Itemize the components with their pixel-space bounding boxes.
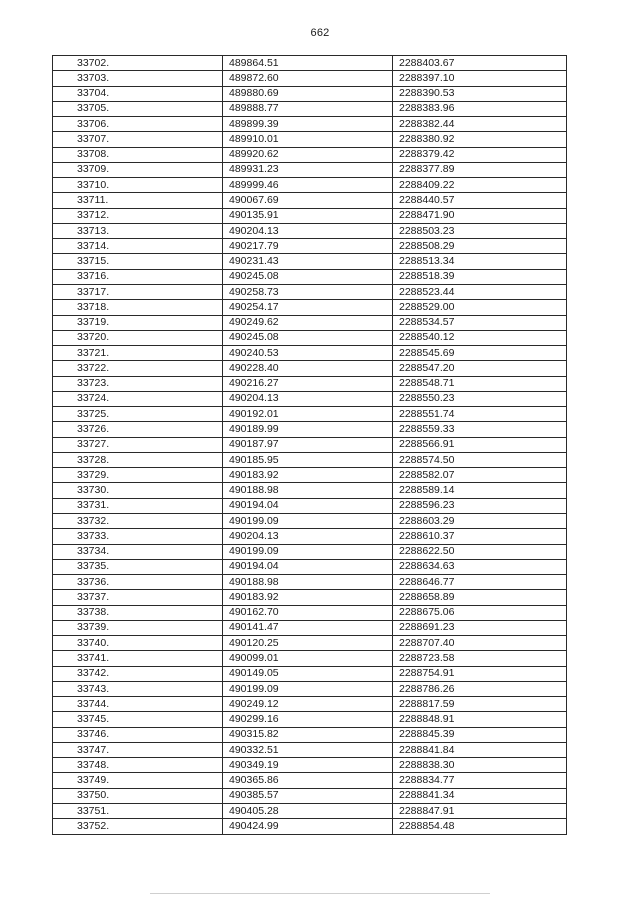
y-coordinate-cell: 2288847.91 [393, 804, 567, 819]
x-coordinate-cell: 490188.98 [223, 483, 393, 498]
y-coordinate-cell: 2288658.89 [393, 590, 567, 605]
point-id-cell: 33752. [53, 819, 223, 834]
point-id-cell: 33717. [53, 284, 223, 299]
point-id-cell: 33721. [53, 346, 223, 361]
point-id-cell: 33725. [53, 407, 223, 422]
x-coordinate-cell: 490135.91 [223, 208, 393, 223]
x-coordinate-cell: 490194.04 [223, 498, 393, 513]
x-coordinate-cell: 490365.86 [223, 773, 393, 788]
x-coordinate-cell: 490349.19 [223, 758, 393, 773]
y-coordinate-cell: 2288707.40 [393, 636, 567, 651]
y-coordinate-cell: 2288675.06 [393, 605, 567, 620]
table-row [53, 697, 567, 712]
x-coordinate-cell: 490299.16 [223, 712, 393, 727]
x-coordinate-cell: 490204.13 [223, 529, 393, 544]
y-coordinate-cell: 2288379.42 [393, 147, 567, 162]
point-id-cell: 33730. [53, 483, 223, 498]
table-row [53, 101, 567, 116]
y-coordinate-cell: 2288529.00 [393, 300, 567, 315]
point-id-cell: 33710. [53, 178, 223, 193]
y-coordinate-cell: 2288854.48 [393, 819, 567, 834]
table-row [53, 208, 567, 223]
point-id-cell: 33705. [53, 101, 223, 116]
point-id-cell: 33733. [53, 529, 223, 544]
y-coordinate-cell: 2288551.74 [393, 407, 567, 422]
y-coordinate-cell: 2288534.57 [393, 315, 567, 330]
table-row [53, 391, 567, 406]
point-id-cell: 33706. [53, 117, 223, 132]
point-id-cell: 33732. [53, 513, 223, 528]
x-coordinate-cell: 490189.99 [223, 422, 393, 437]
table-row [53, 330, 567, 345]
point-id-cell: 33720. [53, 330, 223, 345]
table-row [53, 437, 567, 452]
x-coordinate-cell: 489888.77 [223, 101, 393, 116]
table-row [53, 361, 567, 376]
y-coordinate-cell: 2288566.91 [393, 437, 567, 452]
x-coordinate-cell: 490149.05 [223, 666, 393, 681]
point-id-cell: 33711. [53, 193, 223, 208]
y-coordinate-cell: 2288603.29 [393, 513, 567, 528]
footer-rule [150, 893, 490, 894]
point-id-cell: 33746. [53, 727, 223, 742]
y-coordinate-cell: 2288841.34 [393, 788, 567, 803]
x-coordinate-cell: 490245.08 [223, 269, 393, 284]
y-coordinate-cell: 2288377.89 [393, 162, 567, 177]
table-row [53, 742, 567, 757]
y-coordinate-cell: 2288523.44 [393, 284, 567, 299]
y-coordinate-cell: 2288646.77 [393, 575, 567, 590]
table-row [53, 712, 567, 727]
x-coordinate-cell: 490245.08 [223, 330, 393, 345]
table-row [53, 346, 567, 361]
x-coordinate-cell: 490231.43 [223, 254, 393, 269]
table-row [53, 452, 567, 467]
table-row [53, 620, 567, 635]
y-coordinate-cell: 2288596.23 [393, 498, 567, 513]
y-coordinate-cell: 2288582.07 [393, 468, 567, 483]
point-id-cell: 33742. [53, 666, 223, 681]
y-coordinate-cell: 2288845.39 [393, 727, 567, 742]
y-coordinate-cell: 2288622.50 [393, 544, 567, 559]
point-id-cell: 33750. [53, 788, 223, 803]
y-coordinate-cell: 2288817.59 [393, 697, 567, 712]
y-coordinate-cell: 2288503.23 [393, 223, 567, 238]
point-id-cell: 33743. [53, 681, 223, 696]
y-coordinate-cell: 2288548.71 [393, 376, 567, 391]
point-id-cell: 33731. [53, 498, 223, 513]
x-coordinate-cell: 490216.27 [223, 376, 393, 391]
table-row [53, 284, 567, 299]
table-row [53, 117, 567, 132]
table-row [53, 86, 567, 101]
table-row [53, 162, 567, 177]
table-row [53, 513, 567, 528]
x-coordinate-cell: 490258.73 [223, 284, 393, 299]
table-row [53, 315, 567, 330]
point-id-cell: 33734. [53, 544, 223, 559]
y-coordinate-cell: 2288382.44 [393, 117, 567, 132]
y-coordinate-cell: 2288848.91 [393, 712, 567, 727]
table-row [53, 56, 567, 71]
y-coordinate-cell: 2288390.53 [393, 86, 567, 101]
point-id-cell: 33741. [53, 651, 223, 666]
table-row [53, 590, 567, 605]
x-coordinate-cell: 489880.69 [223, 86, 393, 101]
x-coordinate-cell: 489910.01 [223, 132, 393, 147]
x-coordinate-cell: 490405.28 [223, 804, 393, 819]
x-coordinate-cell: 490188.98 [223, 575, 393, 590]
x-coordinate-cell: 490204.13 [223, 223, 393, 238]
y-coordinate-cell: 2288409.22 [393, 178, 567, 193]
point-id-cell: 33707. [53, 132, 223, 147]
y-coordinate-cell: 2288786.26 [393, 681, 567, 696]
x-coordinate-cell: 490217.79 [223, 239, 393, 254]
y-coordinate-cell: 2288403.67 [393, 56, 567, 71]
table-row [53, 498, 567, 513]
table-row [53, 544, 567, 559]
x-coordinate-cell: 490099.01 [223, 651, 393, 666]
point-id-cell: 33739. [53, 620, 223, 635]
point-id-cell: 33719. [53, 315, 223, 330]
page-number: 662 [310, 27, 330, 39]
point-id-cell: 33726. [53, 422, 223, 437]
x-coordinate-cell: 490254.17 [223, 300, 393, 315]
x-coordinate-cell: 490199.09 [223, 513, 393, 528]
point-id-cell: 33716. [53, 269, 223, 284]
y-coordinate-cell: 2288838.30 [393, 758, 567, 773]
x-coordinate-cell: 490183.92 [223, 590, 393, 605]
y-coordinate-cell: 2288547.20 [393, 361, 567, 376]
y-coordinate-cell: 2288559.33 [393, 422, 567, 437]
table-row [53, 239, 567, 254]
y-coordinate-cell: 2288471.90 [393, 208, 567, 223]
x-coordinate-cell: 490249.62 [223, 315, 393, 330]
point-id-cell: 33738. [53, 605, 223, 620]
table-row [53, 559, 567, 574]
point-id-cell: 33714. [53, 239, 223, 254]
y-coordinate-cell: 2288440.57 [393, 193, 567, 208]
point-id-cell: 33722. [53, 361, 223, 376]
table-row [53, 651, 567, 666]
point-id-cell: 33713. [53, 223, 223, 238]
y-coordinate-cell: 2288540.12 [393, 330, 567, 345]
point-id-cell: 33715. [53, 254, 223, 269]
coordinate-table-body [53, 56, 567, 835]
point-id-cell: 33728. [53, 452, 223, 467]
y-coordinate-cell: 2288545.69 [393, 346, 567, 361]
y-coordinate-cell: 2288754.91 [393, 666, 567, 681]
point-id-cell: 33740. [53, 636, 223, 651]
table-row [53, 300, 567, 315]
table-row [53, 132, 567, 147]
point-id-cell: 33703. [53, 71, 223, 86]
point-id-cell: 33736. [53, 575, 223, 590]
y-coordinate-cell: 2288841.84 [393, 742, 567, 757]
y-coordinate-cell: 2288610.37 [393, 529, 567, 544]
x-coordinate-cell: 489920.62 [223, 147, 393, 162]
x-coordinate-cell: 490228.40 [223, 361, 393, 376]
point-id-cell: 33702. [53, 56, 223, 71]
point-id-cell: 33704. [53, 86, 223, 101]
y-coordinate-cell: 2288550.23 [393, 391, 567, 406]
x-coordinate-cell: 489931.23 [223, 162, 393, 177]
point-id-cell: 33749. [53, 773, 223, 788]
table-row [53, 468, 567, 483]
point-id-cell: 33745. [53, 712, 223, 727]
table-row [53, 422, 567, 437]
x-coordinate-cell: 490185.95 [223, 452, 393, 467]
y-coordinate-cell: 2288383.96 [393, 101, 567, 116]
x-coordinate-cell: 490067.69 [223, 193, 393, 208]
x-coordinate-cell: 490120.25 [223, 636, 393, 651]
point-id-cell: 33737. [53, 590, 223, 605]
point-id-cell: 33708. [53, 147, 223, 162]
table-row [53, 788, 567, 803]
y-coordinate-cell: 2288723.58 [393, 651, 567, 666]
y-coordinate-cell: 2288574.50 [393, 452, 567, 467]
table-row [53, 71, 567, 86]
y-coordinate-cell: 2288634.63 [393, 559, 567, 574]
y-coordinate-cell: 2288397.10 [393, 71, 567, 86]
table-row [53, 254, 567, 269]
table-row [53, 605, 567, 620]
table-row [53, 269, 567, 284]
x-coordinate-cell: 490315.82 [223, 727, 393, 742]
point-id-cell: 33724. [53, 391, 223, 406]
table-row [53, 193, 567, 208]
table-row [53, 407, 567, 422]
x-coordinate-cell: 490424.99 [223, 819, 393, 834]
x-coordinate-cell: 490162.70 [223, 605, 393, 620]
point-id-cell: 33723. [53, 376, 223, 391]
table-row [53, 773, 567, 788]
x-coordinate-cell: 490183.92 [223, 468, 393, 483]
x-coordinate-cell: 490187.97 [223, 437, 393, 452]
table-row [53, 575, 567, 590]
table-row [53, 666, 567, 681]
x-coordinate-cell: 489899.39 [223, 117, 393, 132]
x-coordinate-cell: 490240.53 [223, 346, 393, 361]
table-row [53, 758, 567, 773]
x-coordinate-cell: 489872.60 [223, 71, 393, 86]
y-coordinate-cell: 2288589.14 [393, 483, 567, 498]
point-id-cell: 33718. [53, 300, 223, 315]
x-coordinate-cell: 490199.09 [223, 544, 393, 559]
x-coordinate-cell: 490204.13 [223, 391, 393, 406]
table-row [53, 804, 567, 819]
x-coordinate-cell: 490249.12 [223, 697, 393, 712]
x-coordinate-cell: 489864.51 [223, 56, 393, 71]
point-id-cell: 33751. [53, 804, 223, 819]
x-coordinate-cell: 490199.09 [223, 681, 393, 696]
coordinate-table [52, 55, 567, 835]
x-coordinate-cell: 490192.01 [223, 407, 393, 422]
table-row [53, 178, 567, 193]
table-row [53, 223, 567, 238]
point-id-cell: 33727. [53, 437, 223, 452]
table-row [53, 529, 567, 544]
table-row [53, 636, 567, 651]
y-coordinate-cell: 2288518.39 [393, 269, 567, 284]
point-id-cell: 33744. [53, 697, 223, 712]
table-row [53, 147, 567, 162]
point-id-cell: 33747. [53, 742, 223, 757]
x-coordinate-cell: 490332.51 [223, 742, 393, 757]
y-coordinate-cell: 2288513.34 [393, 254, 567, 269]
table-row [53, 727, 567, 742]
point-id-cell: 33709. [53, 162, 223, 177]
table-row [53, 376, 567, 391]
y-coordinate-cell: 2288380.92 [393, 132, 567, 147]
y-coordinate-cell: 2288834.77 [393, 773, 567, 788]
x-coordinate-cell: 490194.04 [223, 559, 393, 574]
x-coordinate-cell: 489999.46 [223, 178, 393, 193]
table-row [53, 483, 567, 498]
x-coordinate-cell: 490141.47 [223, 620, 393, 635]
y-coordinate-cell: 2288691.23 [393, 620, 567, 635]
point-id-cell: 33712. [53, 208, 223, 223]
point-id-cell: 33729. [53, 468, 223, 483]
table-row [53, 681, 567, 696]
table-row [53, 819, 567, 834]
x-coordinate-cell: 490385.57 [223, 788, 393, 803]
point-id-cell: 33748. [53, 758, 223, 773]
y-coordinate-cell: 2288508.29 [393, 239, 567, 254]
point-id-cell: 33735. [53, 559, 223, 574]
